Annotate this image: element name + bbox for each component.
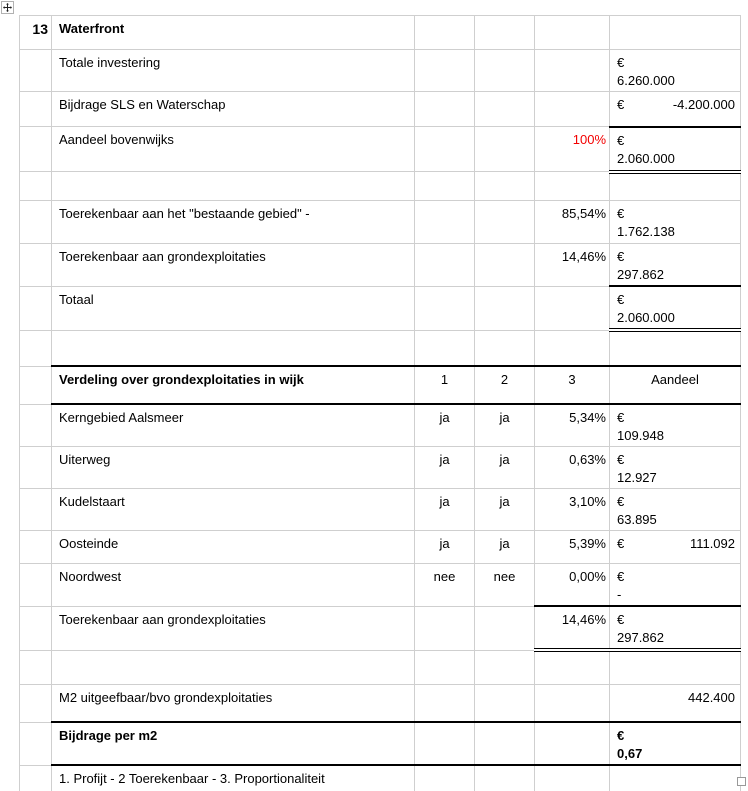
percentage-cell[interactable]: 14,46%: [535, 244, 610, 287]
amount-cell[interactable]: [610, 50, 741, 92]
table-row section-header-row: [20, 366, 741, 404]
table-row: [20, 606, 741, 650]
amount-value: 6.260.000: [617, 73, 675, 88]
label-cell[interactable]: M2 uitgeefbaar/bvo grondexploitaties: [52, 684, 415, 722]
currency-symbol: €: [617, 536, 625, 551]
amount-cell[interactable]: [610, 286, 741, 330]
empty-cell[interactable]: [610, 765, 741, 791]
row-number-cell[interactable]: [20, 765, 52, 791]
empty-cell[interactable]: [415, 330, 475, 366]
row-number-cell[interactable]: [20, 366, 52, 404]
amount-cell[interactable]: [610, 531, 741, 564]
table-row result-row: [20, 722, 741, 765]
empty-cell[interactable]: [415, 606, 475, 650]
empty-cell[interactable]: [415, 172, 475, 201]
currency-symbol: €: [617, 452, 625, 467]
row-number-cell[interactable]: [20, 722, 52, 765]
empty-cell[interactable]: [415, 722, 475, 765]
empty-cell[interactable]: [475, 244, 535, 287]
empty-cell[interactable]: [415, 201, 475, 244]
label-cell[interactable]: Bijdrage SLS en Waterschap: [52, 92, 415, 127]
criterion-1-cell[interactable]: ja: [415, 447, 475, 489]
empty-cell[interactable]: [415, 765, 475, 791]
currency-symbol: €: [617, 206, 625, 221]
amount-value: 1.762.138: [617, 224, 675, 239]
empty-cell[interactable]: [535, 684, 610, 722]
empty-cell[interactable]: [610, 650, 741, 684]
percentage-cell[interactable]: 85,54%: [535, 201, 610, 244]
empty-cell[interactable]: [415, 286, 475, 330]
empty-cell[interactable]: [52, 650, 415, 684]
percentage-cell[interactable]: 0,00%: [535, 564, 610, 607]
empty-cell[interactable]: [475, 765, 535, 791]
amount-value: 2.060.000: [617, 150, 675, 166]
row-number-cell[interactable]: [20, 404, 52, 447]
empty-cell[interactable]: [475, 330, 535, 366]
empty-cell[interactable]: [475, 172, 535, 201]
currency-symbol: €: [617, 612, 625, 627]
label-cell[interactable]: Uiterweg: [52, 447, 415, 489]
empty-cell[interactable]: [475, 286, 535, 330]
empty-cell[interactable]: [535, 50, 610, 92]
amount-cell[interactable]: [610, 489, 741, 531]
amount-cell[interactable]: [610, 404, 741, 447]
table-row: [20, 447, 741, 489]
table-row: [20, 127, 741, 172]
empty-cell[interactable]: [610, 172, 741, 201]
amount-value: 2.060.000: [617, 310, 675, 325]
table-row footnote-row: [20, 765, 741, 791]
criterion-2-cell[interactable]: ja: [475, 404, 535, 447]
criterion-1-cell[interactable]: ja: [415, 489, 475, 531]
empty-cell[interactable]: [475, 684, 535, 722]
row-number-cell[interactable]: [20, 447, 52, 489]
criterion-2-header[interactable]: 2: [475, 366, 535, 404]
empty-cell[interactable]: [535, 650, 610, 684]
label-cell[interactable]: Kudelstaart: [52, 489, 415, 531]
row-number-cell[interactable]: [20, 606, 52, 650]
table-resize-handle[interactable]: [737, 777, 746, 786]
criterion-3-header[interactable]: 3: [535, 366, 610, 404]
empty-cell[interactable]: [415, 650, 475, 684]
table-row: [20, 684, 741, 722]
amount-cell[interactable]: [610, 447, 741, 489]
table-row: [20, 92, 741, 127]
empty-cell[interactable]: [52, 172, 415, 201]
currency-symbol: €: [617, 728, 625, 743]
row-number-cell[interactable]: [20, 684, 52, 722]
row-number-cell[interactable]: [20, 92, 52, 127]
row-number-cell[interactable]: [20, 564, 52, 607]
label-cell[interactable]: Oosteinde: [52, 531, 415, 564]
criterion-2-cell[interactable]: ja: [475, 531, 535, 564]
amount-value: -: [617, 587, 622, 602]
amount-value: 63.895: [617, 512, 657, 527]
amount-value: 297.862: [617, 267, 664, 282]
criterion-1-cell[interactable]: ja: [415, 531, 475, 564]
amount-value: 0,67: [617, 746, 643, 761]
result-amount-cell[interactable]: [610, 722, 741, 765]
empty-cell[interactable]: [415, 50, 475, 92]
title-cell[interactable]: Waterfront: [52, 16, 415, 50]
row-number-cell[interactable]: [20, 172, 52, 201]
criterion-1-header[interactable]: 1: [415, 366, 475, 404]
label-cell[interactable]: Toerekenbaar aan het "bestaande gebied" -: [52, 201, 415, 244]
criterion-1-cell[interactable]: ja: [415, 404, 475, 447]
four-way-arrow-icon: [3, 3, 12, 12]
empty-cell[interactable]: [610, 16, 741, 50]
percentage-cell[interactable]: 5,39%: [535, 531, 610, 564]
amount-cell[interactable]: [610, 127, 741, 172]
criterion-2-cell[interactable]: ja: [475, 447, 535, 489]
percentage-cell[interactable]: 5,34%: [535, 404, 610, 447]
table-row: [20, 16, 741, 50]
percentage-cell[interactable]: 3,10%: [535, 489, 610, 531]
footnote-cell[interactable]: 1. Profijt - 2 Toerekenbaar - 3. Proportionaliteit: [52, 765, 415, 791]
empty-cell[interactable]: [415, 684, 475, 722]
empty-cell[interactable]: [475, 722, 535, 765]
amount-value: 12.927: [617, 470, 657, 485]
row-number-cell[interactable]: [20, 244, 52, 287]
empty-cell[interactable]: [535, 330, 610, 366]
waterfront-allocation-table[interactable]: [19, 15, 741, 791]
table-row: [20, 244, 741, 287]
label-cell[interactable]: Kerngebied Aalsmeer: [52, 404, 415, 447]
amount-value: 109.948: [617, 428, 664, 443]
amount-cell[interactable]: [610, 606, 741, 650]
row-number-cell[interactable]: [20, 330, 52, 366]
table-row: [20, 531, 741, 564]
table-move-handle[interactable]: [1, 1, 14, 14]
empty-cell[interactable]: [415, 244, 475, 287]
empty-cell[interactable]: [475, 16, 535, 50]
row-number-cell[interactable]: 13: [20, 16, 52, 50]
table-row: [20, 286, 741, 330]
table-row: [20, 172, 741, 201]
empty-cell[interactable]: [535, 92, 610, 127]
currency-symbol: €: [617, 410, 625, 425]
empty-cell[interactable]: [475, 606, 535, 650]
empty-cell[interactable]: [475, 650, 535, 684]
label-cell[interactable]: Aandeel bovenwijks: [52, 127, 415, 172]
criterion-1-cell[interactable]: nee: [415, 564, 475, 607]
empty-cell[interactable]: [535, 16, 610, 50]
criterion-2-cell[interactable]: nee: [475, 564, 535, 607]
empty-cell[interactable]: [535, 286, 610, 330]
table-row: [20, 201, 741, 244]
currency-symbol: €: [617, 292, 625, 307]
empty-cell[interactable]: [415, 16, 475, 50]
amount-cell[interactable]: [610, 92, 741, 127]
label-cell[interactable]: Totale investering: [52, 50, 415, 92]
label-cell[interactable]: Noordwest: [52, 564, 415, 607]
empty-cell[interactable]: [475, 50, 535, 92]
amount-cell[interactable]: [610, 684, 741, 722]
label-cell[interactable]: Toerekenbaar aan grondexploitaties: [52, 606, 415, 650]
amount-cell[interactable]: [610, 244, 741, 287]
table-row: [20, 564, 741, 607]
empty-cell[interactable]: [475, 92, 535, 127]
row-number-cell[interactable]: [20, 286, 52, 330]
label-cell[interactable]: Totaal: [52, 286, 415, 330]
amount-value: 297.862: [617, 630, 664, 645]
row-number-cell[interactable]: [20, 650, 52, 684]
empty-cell[interactable]: [52, 330, 415, 366]
row-number-cell[interactable]: [20, 201, 52, 244]
empty-cell[interactable]: [535, 172, 610, 201]
table-row: [20, 50, 741, 92]
empty-cell[interactable]: [415, 92, 475, 127]
row-number-cell[interactable]: [20, 489, 52, 531]
currency-symbol: €: [617, 97, 625, 112]
currency-symbol: €: [617, 249, 625, 264]
currency-symbol: €: [617, 494, 625, 509]
percentage-cell[interactable]: 100%: [535, 127, 610, 172]
currency-symbol: €: [617, 569, 625, 584]
empty-cell[interactable]: [610, 330, 741, 366]
empty-cell[interactable]: [415, 127, 475, 172]
empty-cell[interactable]: [535, 722, 610, 765]
amount-value: 111.092: [689, 536, 735, 551]
criterion-2-cell[interactable]: ja: [475, 489, 535, 531]
empty-cell[interactable]: [475, 201, 535, 244]
percentage-cell[interactable]: 0,63%: [535, 447, 610, 489]
amount-cell[interactable]: [610, 201, 741, 244]
currency-symbol: €: [617, 55, 625, 70]
row-number-cell[interactable]: [20, 127, 52, 172]
table-row: [20, 330, 741, 366]
amount-value: -4.200.000: [672, 97, 735, 112]
label-cell[interactable]: Toerekenbaar aan grondexploitaties: [52, 244, 415, 287]
empty-cell[interactable]: [535, 765, 610, 791]
table-row: [20, 489, 741, 531]
row-number-cell[interactable]: [20, 531, 52, 564]
table-row: [20, 404, 741, 447]
percentage-cell[interactable]: 14,46%: [535, 606, 610, 650]
section-header-cell[interactable]: Verdeling over grondexploitaties in wijk: [52, 366, 415, 404]
amount-value: 442.400: [688, 689, 735, 705]
share-column-header[interactable]: Aandeel: [610, 366, 741, 404]
table-row: [20, 650, 741, 684]
row-number-cell[interactable]: [20, 50, 52, 92]
amount-cell[interactable]: [610, 564, 741, 607]
empty-cell[interactable]: [475, 127, 535, 172]
result-label-cell[interactable]: Bijdrage per m2: [52, 722, 415, 765]
currency-symbol: €: [617, 132, 625, 148]
